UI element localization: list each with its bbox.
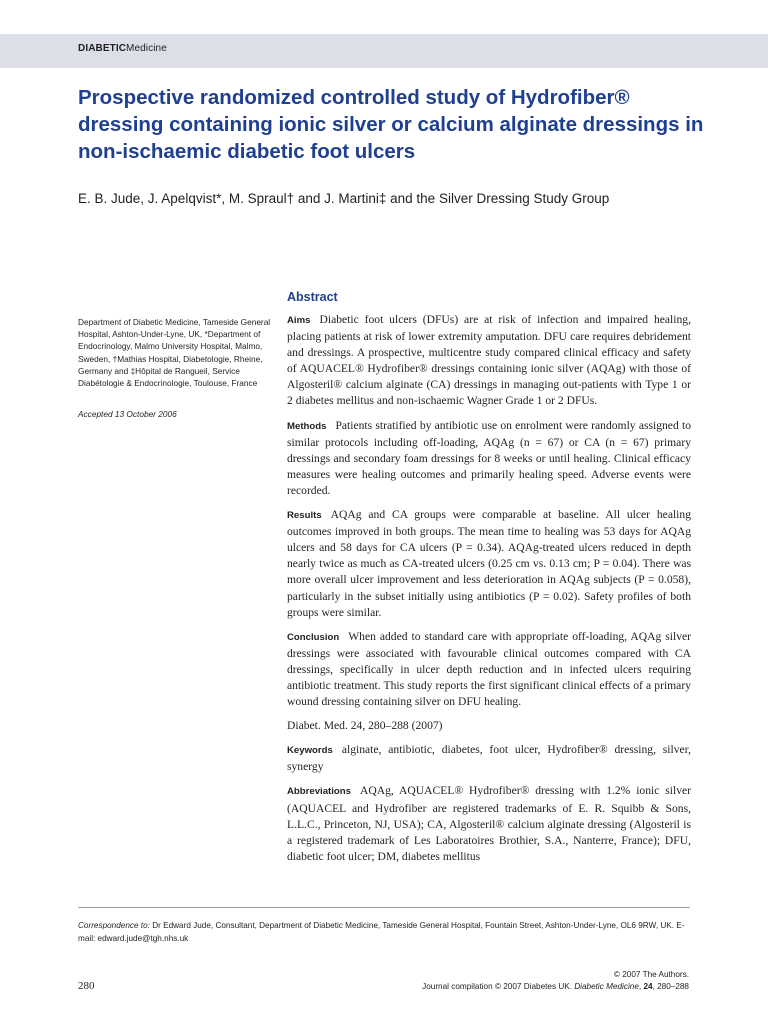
abstract-abbreviations bbox=[287, 783, 691, 864]
aims-label: Aims bbox=[287, 315, 311, 326]
abstract-citation: Diabet. Med. 24, 280–288 (2007) bbox=[287, 719, 443, 733]
abbreviations-label: Abbreviations bbox=[287, 786, 351, 798]
copyright-block bbox=[422, 969, 689, 993]
copyright-volume: 24 bbox=[643, 982, 653, 991]
correspondence-label: Correspondence to: bbox=[78, 921, 150, 930]
results-label: Results bbox=[287, 510, 322, 522]
copyright-pages: , 280–288 bbox=[652, 982, 689, 991]
correspondence-note bbox=[78, 920, 690, 945]
journal-name-rest: Medicine bbox=[126, 43, 167, 54]
keywords-text: alginate, antibiotic, diabetes, foot ulcer, Hydrofiber® dressing, silver, synergy bbox=[287, 743, 691, 774]
article-title: Prospective randomized controlled study of Hydrofiber® dressing containing ionic silver or calcium alginate dressings in non-ischaemic diabetic foot ulcers bbox=[78, 86, 704, 163]
abstract-methods bbox=[287, 418, 691, 499]
abstract-heading: Abstract bbox=[287, 290, 338, 304]
journal-name bbox=[78, 43, 167, 54]
author-affiliations: Department of Diabetic Medicine, Tameside General Hospital, Ashton-Under-Lyne, UK, *Department of Endocrinology, Malmo University Hospital, Malmo, Sweden, †Mathias Hospital, Diabetologie, Rheine, Germany and ‡Hôpital de Rangueil, Service Diabétologie & Endocrinologie, Toulouse, France bbox=[78, 317, 271, 389]
copyright-line-1: © 2007 The Authors. bbox=[613, 970, 689, 979]
journal-name-bold: DIABETIC bbox=[78, 43, 127, 54]
abstract-keywords bbox=[287, 742, 691, 775]
keywords-label: Keywords bbox=[287, 745, 333, 757]
abstract-aims bbox=[287, 312, 691, 410]
abbreviations-text: AQAg, AQUACEL® Hydrofiber® dressing with 1.2% ionic silver (AQUACEL and Hydrofiber are registered trademarks of E. R. Squibb & Sons, L.L.C., Princeton, NJ, USA); CA, Algosteril® calcium alginate dressing (Algosteril is a registered trademark of Les Laboratoires Brothier, S.A., Nanterre, France); DFU, diabetic foot ulcer; DM, diabetes mellitus bbox=[287, 784, 691, 863]
methods-label: Methods bbox=[287, 420, 327, 432]
methods-text: Patients stratified by antibiotic use on enrolment were randomly assigned to similar protocols including off-loading, AQAg (n = 67) or CA (n = 67) primary dressings and secondary foam dressings for 8 weeks or until healing. Clinical efficacy measures were healing outcomes and primarily healing speed. Adverse events were recorded. bbox=[287, 418, 691, 497]
accepted-date: Accepted 13 October 2006 bbox=[78, 409, 177, 419]
results-text: AQAg and CA groups were comparable at baseline. All ulcer healing outcomes improved in both groups. The mean time to healing was 53 days for AQAg ulcers and 58 days for CA ulcers (P = 0.34). AQAg-treated ulcers reduced in depth nearly twice as much as CA-treated ulcers (0.25 cm vs. 0.13 cm; P = 0.04). There was more overall ulcer improvement and less deterioration in AQAg subjects (P = 0.058), particularly in the subset initially using antibiotics (P = 0.02). Safety profiles of both groups were similar. bbox=[287, 508, 691, 619]
aims-text: Diabetic foot ulcers (DFUs) are at risk of infection and impaired healing, placing patients at risk of lower extremity amputation. DFU care requires debridement and dressings. A prospective, multicentre study compared clinical efficacy and safety of AQUACEL® Hydrofiber® dressings containing ionic silver (AQAg) with those of Algosteril® calcium alginate (CA) dressings in managing out-patients with Type 1 or 2 diabetes mellitus and non-ischaemic Wagner Grade 1 or 2 DFUs. bbox=[287, 313, 691, 408]
copyright-journal: Diabetic Medicine bbox=[574, 982, 639, 991]
footer-divider bbox=[78, 907, 690, 908]
article-authors: E. B. Jude, J. Apelqvist*, M. Spraul† and J. Martini‡ and the Silver Dressing Study Group bbox=[78, 191, 610, 206]
abstract-conclusion bbox=[287, 629, 691, 710]
conclusion-text: When added to standard care with appropriate off-loading, AQAg silver dressings were associated with favourable clinical outcomes compared with CA dressings, specifically in ulcer depth reduction and in infected ulcers requiring antibiotic treatment. This study reports the first significant clinical effects of a primary wound dressing containing silver on DFU healing. bbox=[287, 629, 691, 709]
page-number: 280 bbox=[78, 980, 95, 992]
conclusion-label: Conclusion bbox=[287, 631, 340, 643]
copyright-line-2: Journal compilation © 2007 Diabetes UK. Diabetic Medicine, 24, 280–288 bbox=[422, 982, 689, 991]
correspondence-text: Dr Edward Jude, Consultant, Department of Diabetic Medicine, Tameside General Hospital, Fountain Street, Ashton-Under-Lyne, OL6 9RW, UK. E-mail: edward.jude@tgh.nhs.uk bbox=[78, 921, 685, 943]
abstract-results bbox=[287, 507, 691, 621]
copyright-prefix: Journal compilation © 2007 Diabetes UK. bbox=[422, 982, 572, 991]
abstract-body bbox=[287, 312, 691, 873]
